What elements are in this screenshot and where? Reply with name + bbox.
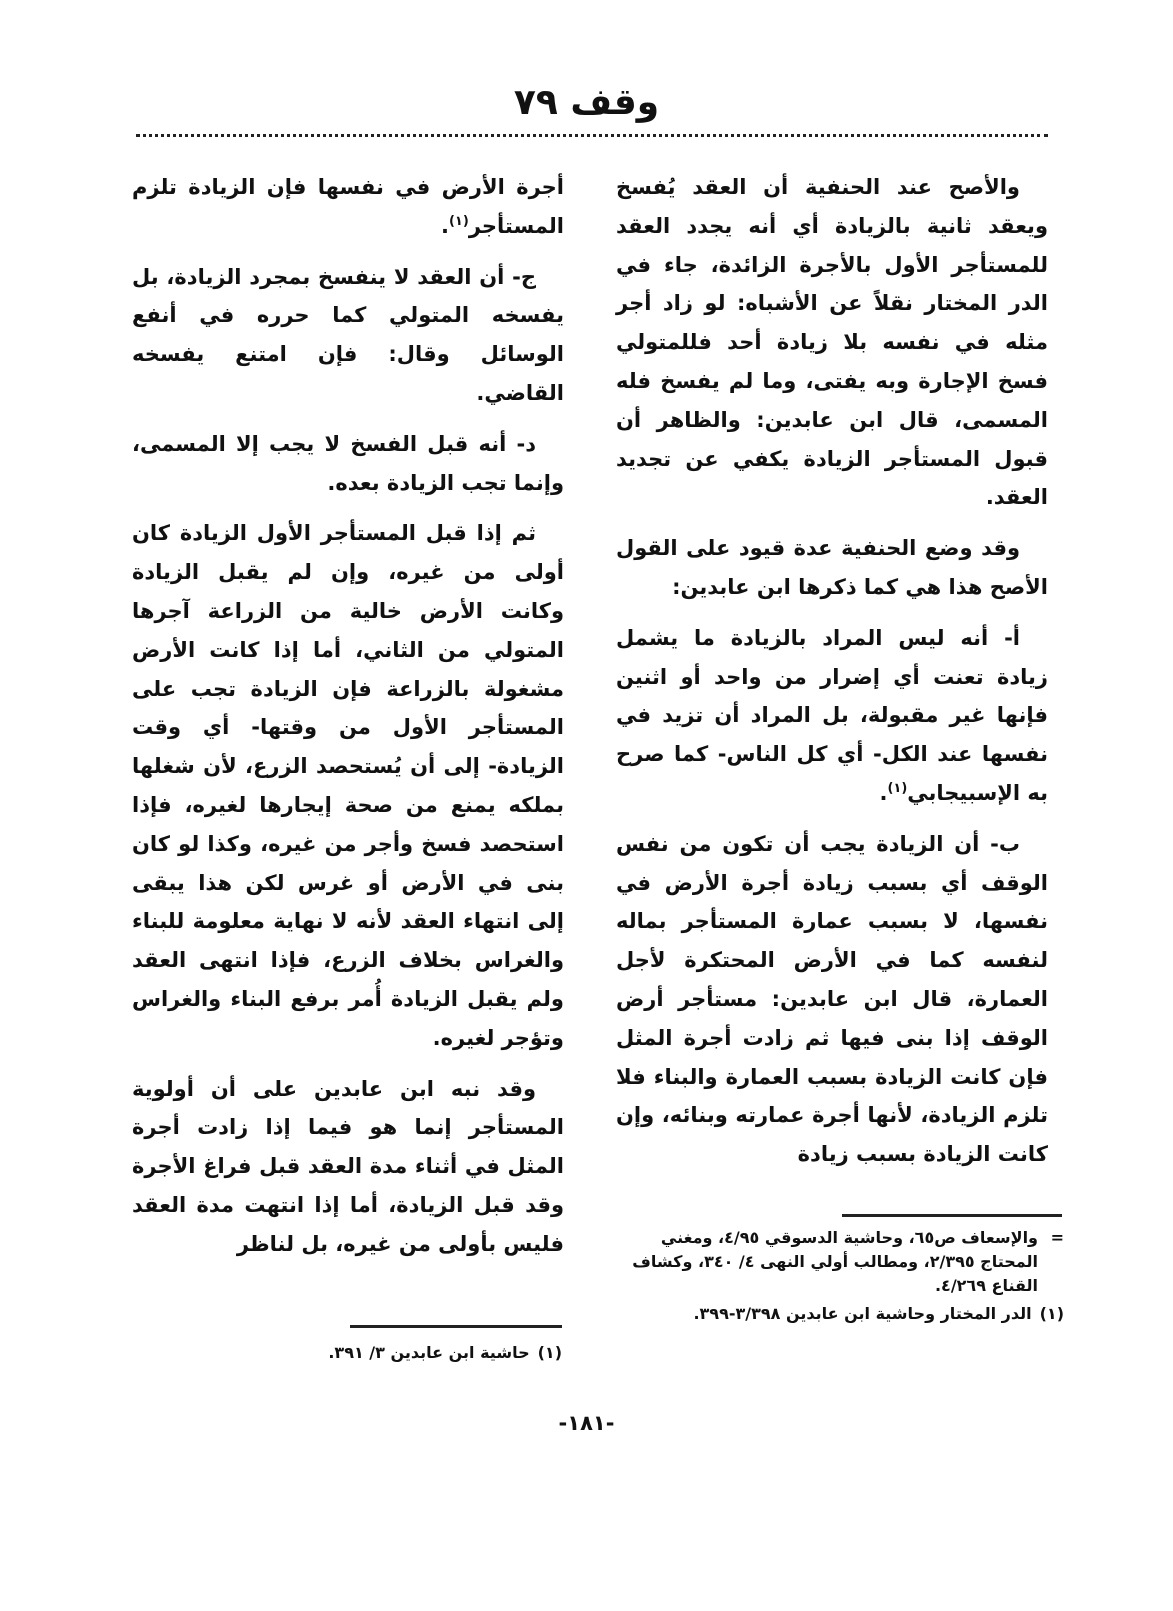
footnotes-right <box>616 1226 1064 1326</box>
right-column <box>616 168 1048 1186</box>
footnote-ref: (١) <box>448 213 469 229</box>
paragraph-condition-c: ج- أن العقد لا ينفسخ بمجرد الزيادة، بل يفسخه المتولي كما حرره في أنفع الوسائل وقال: فإن امتنع يفسخه القاضي. <box>132 264 564 405</box>
footnote-text: حاشية ابن عابدين ٣/ ٣٩١. <box>328 1343 530 1362</box>
continuation-mark: = <box>1050 1228 1064 1247</box>
sentence-end: . <box>440 213 449 238</box>
page-title: وقف ٧٩ <box>513 82 660 123</box>
paragraph-correct-opinion: والأصح عند الحنفية أن العقد يُفسخ ويعقد ثانية بالزيادة أي أنه يجدد العقد للمستأجر الأول بالأجرة الزائدة، جاء في الدر المختار نقلاً عن الأشباه: لو زاد أجر مثله في نفسه بلا زيادة أحد فللمتولي فسخ الإجارة وبه يفتى، وما لم يفسخ فله المسمى، قال ابن عابدين: والظاهر أن قبول المستأجر الزيادة يكفي عن تجديد العقد. <box>616 175 1048 510</box>
footnotes-left <box>300 1341 562 1365</box>
paragraph-condition-a <box>616 619 1048 813</box>
paragraph-conditions-intro: وقد وضع الحنفية عدة قيود على القول الأصح هذا هي كما ذكرها ابن عابدين: <box>616 536 1048 599</box>
left-column <box>132 168 564 1276</box>
footnote-continuation-text: والإسعاف ص٦٥، وحاشية الدسوقي ٤/٩٥، ومغني المحتاج ٢/٣٩٥، ومطالب أولي النهى ٤/ ٣٤٠، وكشاف القناع ٤/٢٦٩. <box>632 1228 1038 1295</box>
footnote-1-right <box>616 1302 1064 1326</box>
continuation-text: أجرة الأرض في نفسها فإن الزيادة تلزم المستأجر <box>132 175 564 238</box>
footnote-number: (١) <box>537 1343 562 1362</box>
footnote-text: الدر المختار وحاشية ابن عابدين ٣/٣٩٨-٣٩٩. <box>693 1304 1032 1323</box>
condition-a-text: أ- أنه ليس المراد بالزيادة ما يشمل زيادة تعنت أي إضرار من واحد أو اثنين فإنها غير مقبولة، بل المراد أن تزيد في نفسها عند الكل- أي كل الناس- كما صرح به الإسبيجابي <box>616 625 1048 805</box>
page-number: -١٨١- <box>558 1411 615 1435</box>
footnote-divider-right <box>842 1214 1062 1217</box>
footnote-ref: (١) <box>887 780 908 796</box>
paragraph-condition-b: ب- أن الزيادة يجب أن تكون من نفس الوقف أي بسبب زيادة أجرة الأرض في نفسها، لا بسبب عمارة المستأجر بماله لنفسه كما في الأرض المحتكرة لأجل العمارة، قال ابن عابدين: مستأجر أرض الوقف إذا بنى فيها ثم زادت أجرة المثل فإن كانت الزيادة بسبب العمارة والبناء فلا تلزم الزيادة، لأنها أجرة عمارته وبنائه، وإن كانت الزيادة بسبب زيادة <box>616 831 1048 1167</box>
paragraph-continuation <box>132 168 564 246</box>
footnote-divider-left <box>350 1325 562 1328</box>
footnote-continuation <box>616 1226 1064 1298</box>
footnote-number: (١) <box>1039 1304 1064 1323</box>
footnote-1-left <box>300 1341 562 1365</box>
paragraph-ibn-abidin-note: وقد نبه ابن عابدين على أن أولوية المستأجر إنما هو فيما إذا زادت أجرة المثل في أثناء مدة العقد قبل فراغ الأجرة وقد قبل الزيادة، أما إذا انتهت مدة العقد فليس بأولى من غيره، بل لناظر <box>132 1076 564 1256</box>
sentence-end: . <box>879 780 888 805</box>
paragraph-condition-d: د- أنه قبل الفسخ لا يجب إلا المسمى، وإنما تجب الزيادة بعده. <box>132 431 564 495</box>
paragraph-first-lessee-priority: ثم إذا قبل المستأجر الأول الزيادة كان أولى من غيره، وإن لم يقبل الزيادة وكانت الأرض خالية من الزراعة آجرها المتولي من الثاني، أما إذا كانت الأرض مشغولة بالزراعة فإن الزيادة تجب على المستأجر الأول من وقتها- أي وقت الزيادة- إلى أن يُستحصد الزرع، لأن شغلها بملكه يمنع من صحة إيجارها لغيره، فإذا استحصد فسخ وأجر من غيره، وكذا لو كان بنى في الأرض أو غرس لكن هذا يبقى إلى انتهاء العقد لأنه لا نهاية معلومة للبناء والغراس بخلاف الزرع، فإذا انتهى العقد ولم يقبل الزيادة أُمر برفع البناء والغراس وتؤجر لغيره. <box>132 521 564 1050</box>
header-dotted-divider <box>136 134 1048 137</box>
